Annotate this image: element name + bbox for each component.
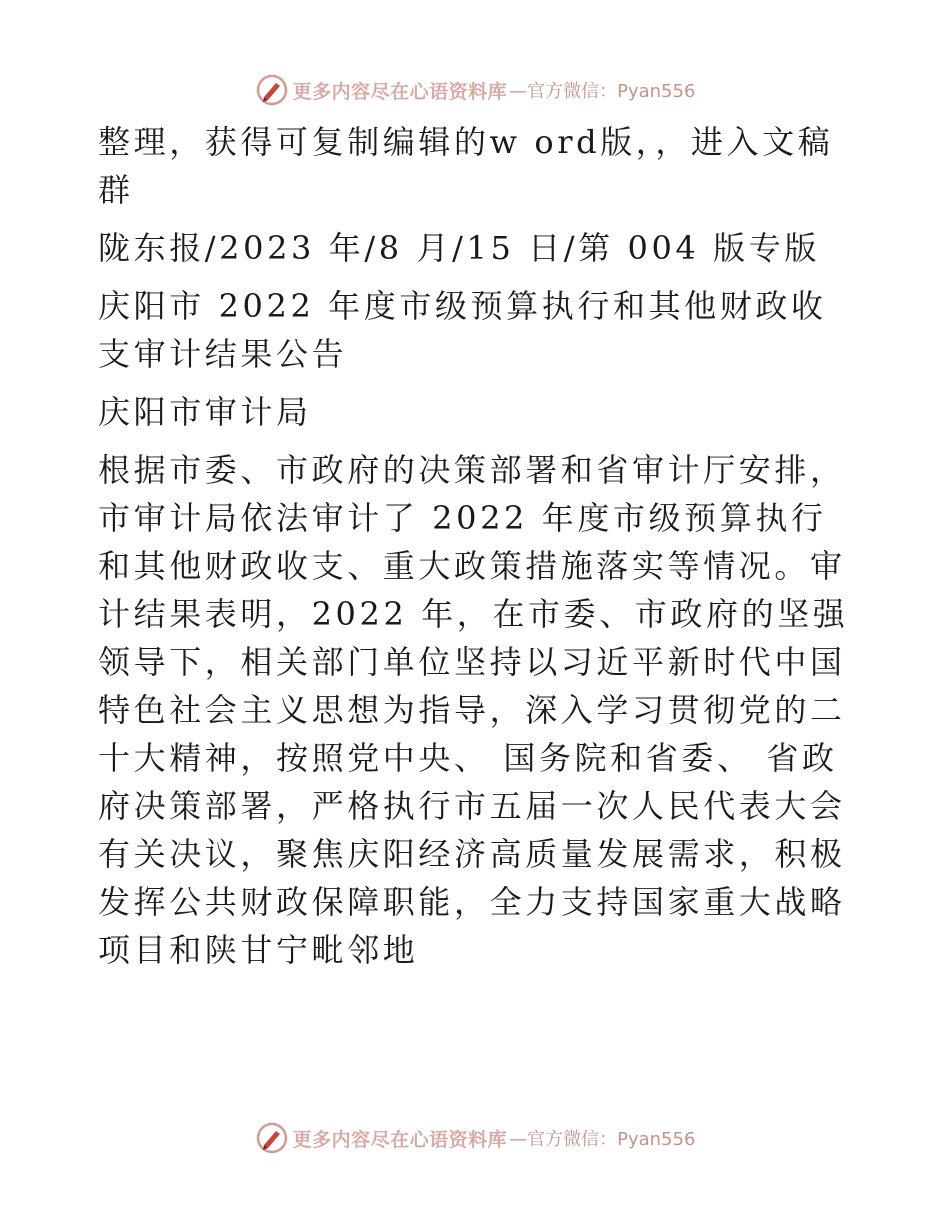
- watermark-brand-text: 更多内容尽在心语资料库: [292, 1128, 508, 1151]
- pen-logo-icon: [255, 1121, 289, 1155]
- watermark-brand-text: 更多内容尽在心语资料库: [292, 80, 508, 103]
- document-title: 庆阳市 2022 年度市级预算执行和其他财政收支审计结果公告: [98, 287, 827, 373]
- source-line: 陇东报/2023 年/8 月/15 日/第 004 版专版: [98, 229, 820, 267]
- issuing-authority: 庆阳市审计局: [98, 393, 312, 431]
- watermark-contact-text: —官方微信：Pyan556: [509, 1129, 696, 1150]
- watermark-contact-text: —官方微信：Pyan556: [509, 81, 696, 102]
- intro-note: 整理，获得可复制编辑的w ord版，，进入文稿群: [98, 123, 834, 209]
- footer-watermark-banner: [0, 1118, 950, 1158]
- header-watermark-banner: [0, 70, 950, 110]
- document-body: [98, 118, 850, 984]
- pen-logo-icon: [255, 73, 289, 107]
- body-paragraph: 根据市委、市政府的决策部署和省审计厅安排，市审计局依法审计了 2022 年度市级预算执行和其他财政收支、重大政策措施落实等情况。审计结果表明，2022 年，在市委、市政府的坚强领导下，相关部门单位坚持以习近平新时代中国特色社会主义思想为指导，深入学习贯彻党的二十大精神，按照党中央、 国务院和省委、 省政府决策部署，严格执行市五届一次人民代表大会有关决议，聚焦庆阳经济高质量发展需求，积极发挥公共财政保障职能，全力支持国家重大战略项目和陕甘宁毗邻地: [98, 451, 849, 969]
